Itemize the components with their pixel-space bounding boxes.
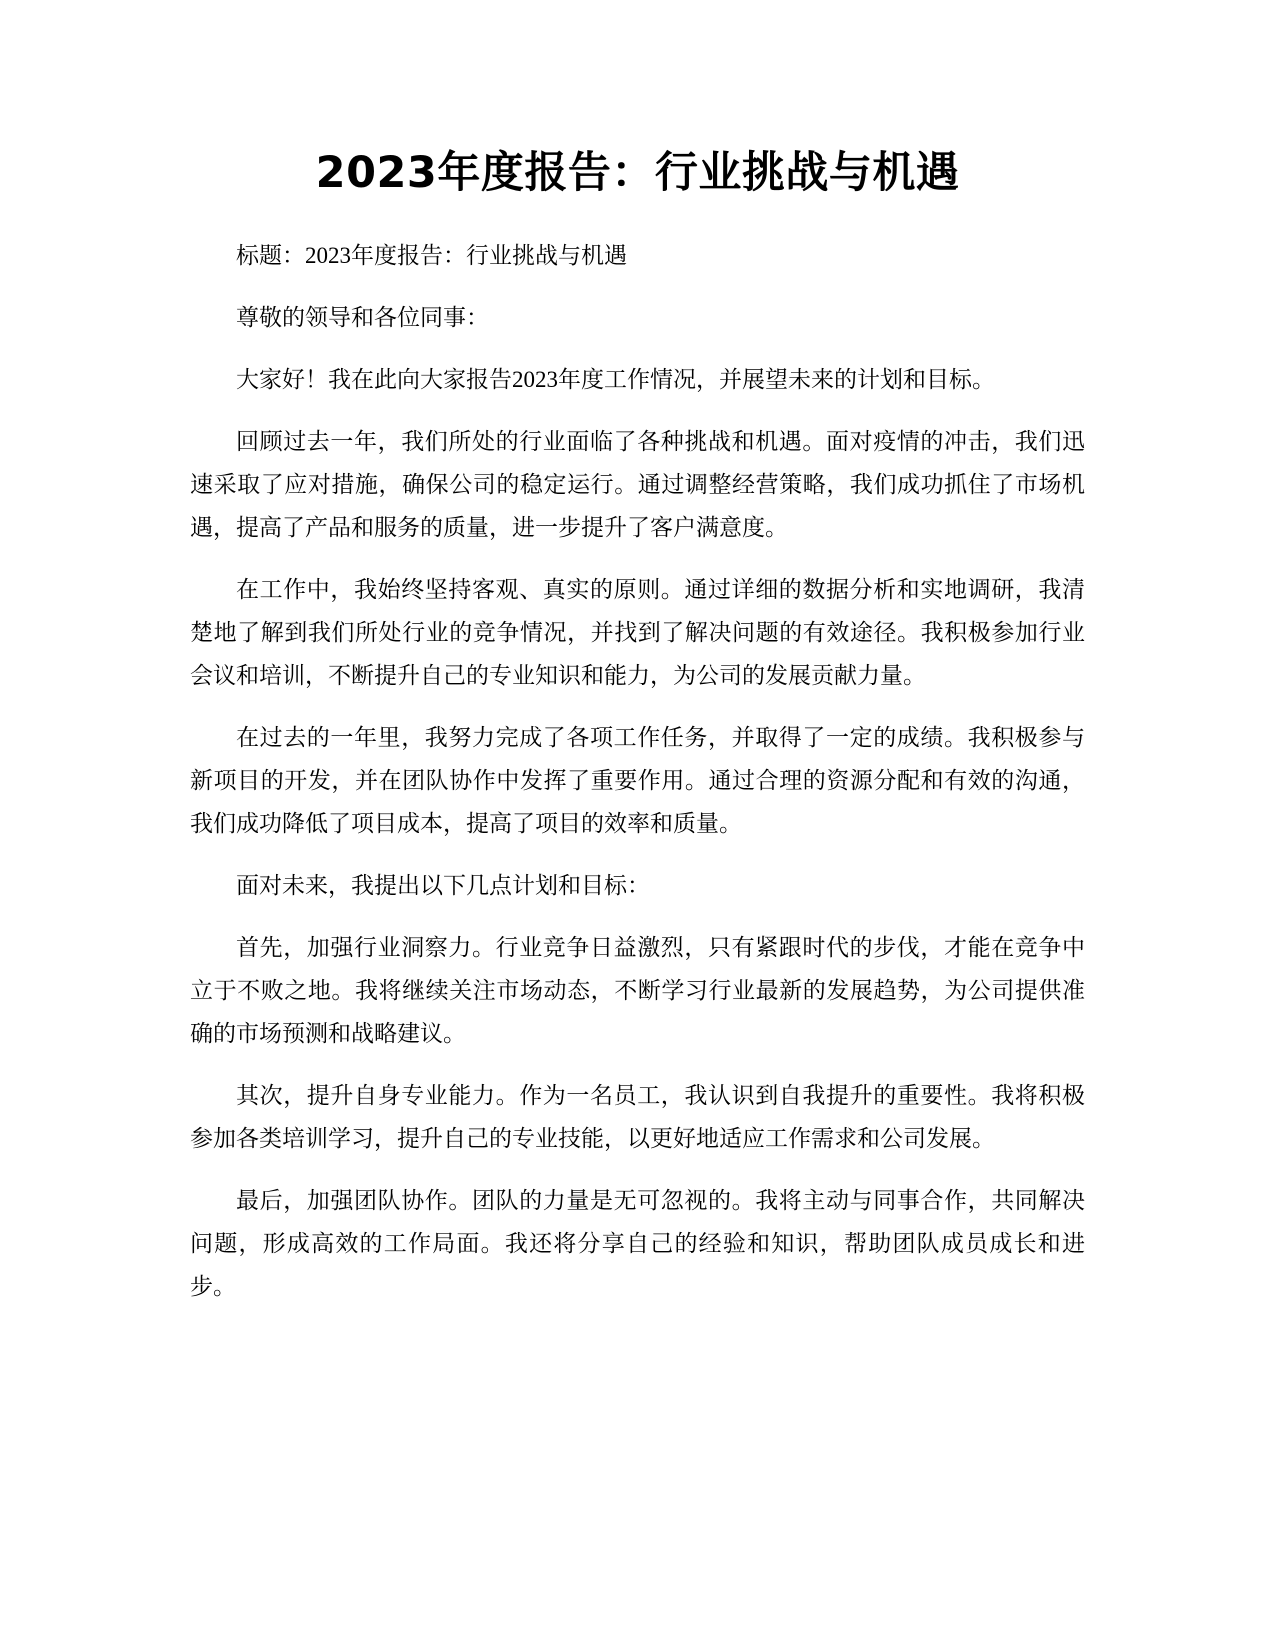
paragraph-plan-last: 最后，加强团队协作。团队的力量是无可忽视的。我将主动与同事合作，共同解决问题，形成高效的工作局面。我还将分享自己的经验和知识，帮助团队成员成长和进步。 bbox=[190, 1188, 1085, 1299]
paragraph-future-intro: 面对未来，我提出以下几点计划和目标： bbox=[236, 873, 650, 898]
paragraph-plan-second: 其次，提升自身专业能力。作为一名员工，我认识到自我提升的重要性。我将积极参加各类培训学习，提升自己的专业技能，以更好地适应工作需求和公司发展。 bbox=[190, 1083, 1085, 1151]
paragraph-subject-line: 标题：2023年度报告：行业挑战与机遇 bbox=[236, 243, 627, 268]
paragraph-work-principles: 在工作中，我始终坚持客观、真实的原则。通过详细的数据分析和实地调研，我清楚地了解到我们所处行业的竞争情况，并找到了解决问题的有效途径。我积极参加行业会议和培训，不断提升自己的专业知识和能力，为公司的发展贡献力量。 bbox=[190, 577, 1085, 688]
document-title: 2023年度报告：行业挑战与机遇 bbox=[315, 148, 960, 198]
paragraph-review: 回顾过去一年，我们所处的行业面临了各种挑战和机遇。面对疫情的冲击，我们迅速采取了应对措施，确保公司的稳定运行。通过调整经营策略，我们成功抓住了市场机遇，提高了产品和服务的质量，进一步提升了客户满意度。 bbox=[190, 429, 1085, 540]
paragraph-greeting: 大家好！我在此向大家报告2023年度工作情况，并展望未来的计划和目标。 bbox=[236, 367, 995, 392]
document-body bbox=[190, 234, 1085, 1308]
paragraph-salutation: 尊敬的领导和各位同事： bbox=[236, 305, 489, 330]
paragraph-plan-first: 首先，加强行业洞察力。行业竞争日益激烈，只有紧跟时代的步伐，才能在竞争中立于不败之地。我将继续关注市场动态，不断学习行业最新的发展趋势，为公司提供准确的市场预测和战略建议。 bbox=[190, 935, 1085, 1046]
paragraph-achievements: 在过去的一年里，我努力完成了各项工作任务，并取得了一定的成绩。我积极参与新项目的开发，并在团队协作中发挥了重要作用。通过合理的资源分配和有效的沟通，我们成功降低了项目成本，提高了项目的效率和质量。 bbox=[190, 725, 1085, 836]
